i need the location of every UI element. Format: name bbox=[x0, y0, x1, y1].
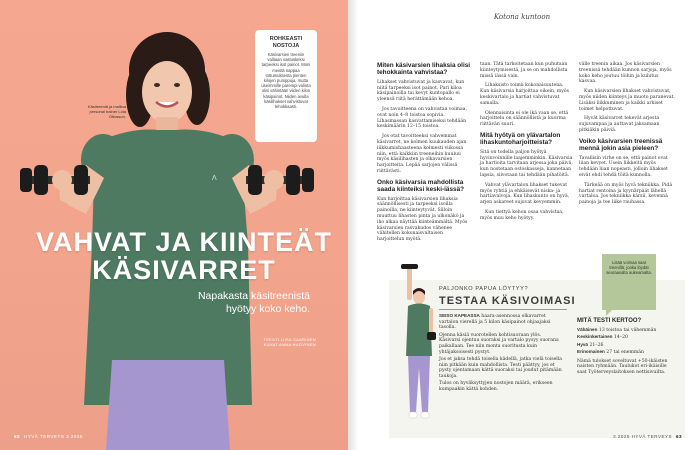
result-value: 27 tai enemmän bbox=[606, 349, 644, 355]
page-number-right: 63 bbox=[675, 434, 682, 439]
body-paragraph: taan. Tätä tarkoitetaan kun puhutaan kiinteytymisestä, ja se on mahdollista missä iässä vain. bbox=[480, 62, 568, 79]
result-row bbox=[577, 342, 675, 349]
result-row bbox=[577, 327, 675, 334]
test-paragraph-2: Ojenna käsiä vuorotellen kohtisuoraan ylös. Käsivarsi ojentuu suoraksi ja vartalo pysyy suorana paikallaan. Tee niin monta suoritusta kuin yhtäjaksoisesti pystyt. bbox=[439, 332, 559, 355]
result-label: Keskinkertainen bbox=[577, 334, 613, 340]
right-page bbox=[348, 0, 696, 450]
credit-text: TEKSTI LIISA SAARINEN bbox=[263, 337, 316, 342]
test-instructions bbox=[439, 313, 563, 394]
subheading: Onko käsivarsia mahdollista saada kiinteiksi keski-iässä? bbox=[377, 178, 465, 194]
issue-label-right: 3.2025 HYVÄ TERVEYS bbox=[613, 434, 672, 439]
test-lead: SEISO KAPEASSA bbox=[439, 313, 480, 318]
results-note: Nämä tulokset soveltuvat +50-ikäisten naisten ryhmään. Taulukot eri-ikäisille saat Työterveyslaitoksen nettisivuilta. bbox=[577, 358, 668, 376]
issue-label-left: HYVÄ TERVEYS 3.2025 bbox=[24, 434, 83, 439]
body-paragraph: Hyvät käsivarret tekevät arjesta sujuvampaa ja auttavat jaksamaan pitkiäkin päiviä. bbox=[579, 116, 660, 133]
test-results-box bbox=[577, 318, 675, 377]
text-column-1 bbox=[377, 62, 471, 247]
body-paragraph: Jos tavoitteena on vahvistaa voimaa, ovat noin 4–8 toistoa sopivia. Lihasmassan kasvattamiseksi tehdään keskimäärin 12–15 toistoa. bbox=[377, 107, 467, 130]
photo-caption: Käsitreeniä ja mallina personal trainer Lola Ottosson. bbox=[87, 104, 126, 119]
folio-left bbox=[14, 434, 83, 439]
test-demo-photo bbox=[399, 260, 443, 428]
text-column-2 bbox=[480, 62, 574, 226]
body-paragraph: Tavallisin virhe on se, että painot ovat liian kevyet. Usein liikkeitä myös tehdään liian nopeasti, jolloin lihakset eivät ehdi tehdä töitä kunnolla. bbox=[579, 155, 668, 178]
article-subhead: Napakasta käsitreenistä hyötyy koko keho. bbox=[197, 290, 310, 315]
body-paragraph: Kun tiettyä kehon osaa vahvistaa, myös muu keho hyötyy. bbox=[480, 209, 564, 221]
subheading: Voiko käsivarsien treenissä mennä jokin asia pieleen? bbox=[579, 137, 663, 153]
test-paragraph-1-text: haara-asennossa olkavarret vartalon vierellä ja 5 kilon käsipainot ohjaajaksi tasolla. bbox=[439, 314, 551, 331]
result-label: Vähäinen bbox=[577, 327, 598, 332]
body-paragraph: Lihakset vahvistuvat ja kasvavat, kun niitä tarpeeksi isot painot. Pari kiloa käsipainoilla tai kevyt kuntopallo ei yleensä riitä herättämään kehoa. bbox=[377, 79, 465, 103]
credit-photos: KUVAT ANNA HUOVINEN bbox=[263, 342, 316, 347]
result-row bbox=[577, 349, 675, 356]
result-label: Erinomainen bbox=[577, 348, 605, 354]
test-kicker: PALJONKO PAPUA LÖYTYY? bbox=[439, 286, 529, 292]
result-value: 21–26 bbox=[589, 342, 604, 348]
body-paragraph: Kun käsivarsien lihakset vahvistuvat, myös niiden kiinteys ja muoto paranevat. Lisäksi liikkuminen ja kaikki arkiset toimet helpottuvat. bbox=[579, 89, 675, 112]
test-paragraph-3: Jos et jaksa tehdä toisella kädellä, jatka vielä toisella niin pitkään kuin mahdollista. Testi päättyy, jos et pysty ojentamaan kättä suoraksi tai joudut pitämään taukoja. bbox=[439, 356, 562, 380]
subheading: Mitä hyötyä on ylävartalon lihaskuntoharjoitteista? bbox=[480, 131, 561, 147]
body-paragraph: Vahvat ylävartalon lihakset tukevat myös ryhtiä ja ehkäisevät niska- ja hartiavaivoja. Kun lihaskunto on hyvä, arjen askareet sujuvat kevyemmin. bbox=[480, 182, 570, 206]
next-spread-badge: Lisää voimaa saat treenillä, jonka löydät seuraavalta aukeamalta. bbox=[602, 254, 656, 310]
callout-title: ROHKEASTI NOSTOJA bbox=[269, 36, 303, 49]
running-head: Kotona kuntoon bbox=[493, 13, 551, 21]
body-paragraph: välle treenin aikaa. Jos käsivarsien treenissä tehdään kunnon sarjoja, myös koko keho joutuu töihin ja kulutus kasvaa. bbox=[579, 62, 672, 85]
svg-text:Λ: Λ bbox=[212, 175, 217, 182]
result-label: Hyvä bbox=[577, 341, 588, 347]
body-paragraph: Tärkeää on myös hyvä tekniikka. Pidä hartiat rentoina ja kyynärpäät lähellä vartaloa. Jos tekniikka kärsii, kevennä painoja ja tee liike rauhassa. bbox=[579, 182, 673, 206]
test-paragraph-1 bbox=[439, 313, 563, 331]
tip-callout bbox=[255, 30, 317, 142]
page-number-left: 62 bbox=[14, 434, 21, 439]
subheading: Miten käsivarsien lihaksia olisi tehokkainta vahvistaa? bbox=[377, 62, 471, 77]
body-paragraph: Olennaisinta ei ole ikä vaan se, että harjoittelu on säännöllistä ja kuorma riittävän suuri. bbox=[480, 110, 569, 128]
body-paragraph: Jos otat tavoitteeksi vahvemmat käsivarret, ne kolmen kuukauden ajan liikkumishaasteena kolmesti viikossa niin, että kaikkiin treeneihin kuuluu myös käsilihasten ja olkavarsien harjoitteita. Lepää sarjojen välissä riittävästi. bbox=[377, 134, 467, 174]
text-column-3 bbox=[579, 62, 675, 210]
folio-right bbox=[613, 434, 682, 439]
result-value: 14–20 bbox=[613, 335, 628, 341]
test-title: TESTAA KÄSIVOIMASI bbox=[439, 295, 576, 307]
headline-line-1: VAHVAT JA KIINTEÄT bbox=[35, 227, 332, 257]
results-title: MITÄ TESTI KERTOO? bbox=[577, 318, 642, 324]
body-paragraph: Sitä on todella paljon hyötyä hyvinvoinnille laajemminkin. Käsivarsia ja hartioita tarvitaan arjessa joka päivä, kun nostetaan ostoskasseja, kannetaan lapsia, siivotaan tai tehdään pihatöitä. bbox=[480, 149, 573, 178]
test-paragraph-4: Tulos on hyväksyttyjen nostojen määrä, erikseen kumpaakin kättä kohden. bbox=[439, 381, 553, 392]
article-headline bbox=[34, 228, 334, 284]
callout-text: Käsivarsien treeniin valitaan vastuskeksi tarpeeksi isot painot. Moni meistä nappaa tottumuksesta pienten kilojen pumppuja, mutta useimmille parempi valinta olisi vähintään viiden kilon käsipainot. Niiden avulla käsilihakset vahvistuvat tehokkaasti. bbox=[261, 52, 311, 110]
body-paragraph: Kun harjoittaa käsivarsien lihaksia säännöllisesti ja tarpeeksi isoilla painoilla, ne kiinteytyvät. Silloin muuttuu lihasten pinta ja ulkonäkö ja iho alkaa näyttää kiinteämmältä. Myös käsivarsien rasvakudos vähenee vähitellen kokonaisvaltaisen harjoittelun myötä. bbox=[377, 196, 468, 243]
results-list bbox=[577, 327, 675, 376]
test-title-rule bbox=[439, 309, 567, 310]
result-value: 13 toistoa tai vähemmän bbox=[598, 328, 657, 333]
body-paragraph: Lihaksisto toimii kokonaisuutena. Kun käsivarsia harjoittaa oikein, myös keskivartalo ja hartiat vahvistuvat samalla. bbox=[480, 83, 569, 106]
result-row bbox=[577, 334, 675, 341]
page-gutter-shadow bbox=[348, 0, 358, 450]
headline-line-2: KÄSIVARRET bbox=[92, 255, 276, 285]
article-credits bbox=[176, 337, 316, 347]
